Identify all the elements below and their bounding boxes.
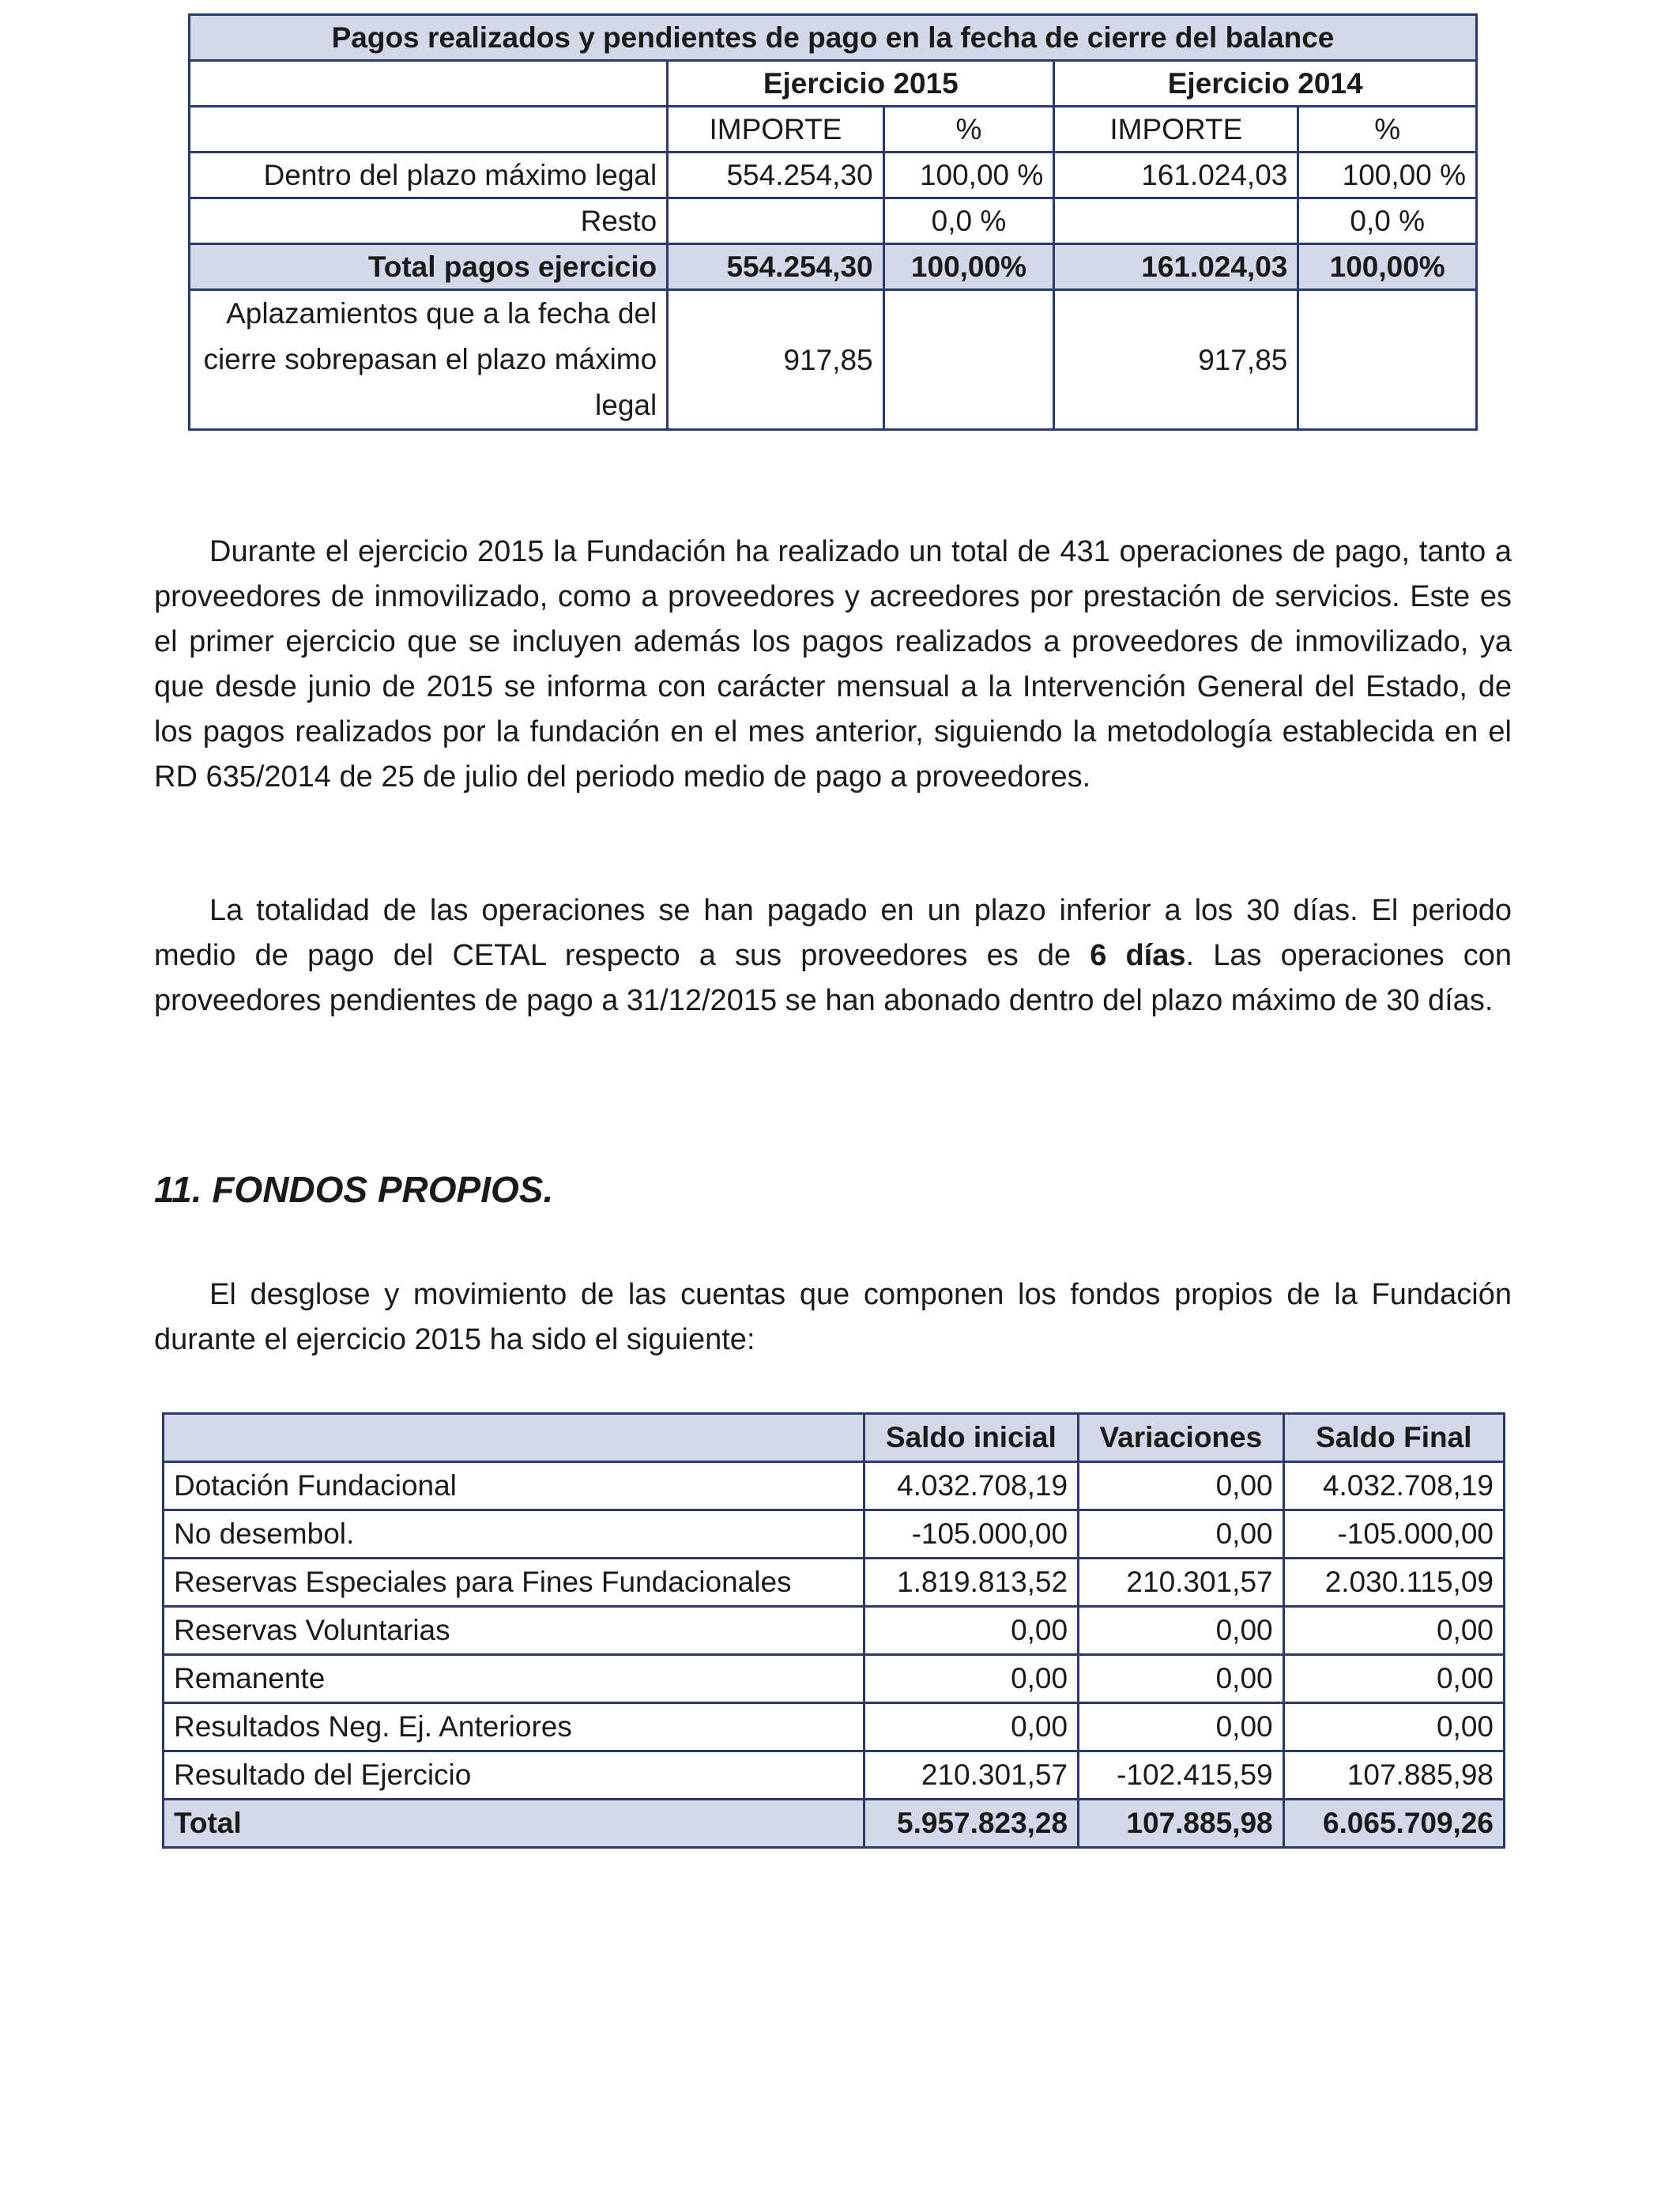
row-label: Resultados Neg. Ej. Anteriores xyxy=(164,1703,864,1751)
cell-value: 0,00 xyxy=(1283,1703,1504,1751)
cell-value: 5.957.823,28 xyxy=(864,1800,1078,1848)
table-row xyxy=(190,153,1477,198)
payments-title-row xyxy=(190,15,1477,61)
total-row xyxy=(190,244,1477,290)
equity-header-row xyxy=(164,1414,1505,1462)
subheader-percent: % xyxy=(883,107,1054,153)
payments-table xyxy=(188,13,1478,431)
cell-value: -105.000,00 xyxy=(864,1510,1078,1559)
cell-value: 0,00 xyxy=(1283,1607,1504,1655)
cell-value: 554.254,30 xyxy=(668,153,883,198)
table-row xyxy=(190,290,1477,430)
cell-value: 0,00 xyxy=(1079,1607,1284,1655)
row-label: No desembol. xyxy=(164,1510,864,1559)
cell-value: 0,00 xyxy=(864,1655,1078,1703)
row-label: Reservas Especiales para Fines Fundacionales xyxy=(164,1559,864,1607)
row-label: Aplazamientos que a la fecha del cierre sobrepasan el plazo máximo legal xyxy=(190,290,668,430)
cell-value: 161.024,03 xyxy=(1054,153,1298,198)
paragraph-text: . Las operaciones con proveedores pendientes de pago a 31/12/2015 se han abonado dentro del plazo máximo de 30 días. xyxy=(154,939,1512,1017)
table-row xyxy=(164,1510,1505,1559)
cell-value: 161.024,03 xyxy=(1054,244,1298,290)
cell-value: 2.030.115,09 xyxy=(1283,1559,1504,1607)
table-row xyxy=(164,1655,1505,1703)
cell-value: 210.301,57 xyxy=(1079,1559,1284,1607)
row-label: Dentro del plazo máximo legal xyxy=(190,153,668,198)
cell-value: 0,00 xyxy=(1079,1510,1284,1559)
cell-value: 210.301,57 xyxy=(864,1751,1078,1800)
cell-value: 100,00 % xyxy=(883,153,1054,198)
body-paragraph xyxy=(154,888,1512,1023)
year-header-2015: Ejercicio 2015 xyxy=(668,61,1054,107)
body-paragraph: El desglose y movimiento de las cuentas que componen los fondos propios de la Fundación durante el ejercicio 2015 ha sido el siguiente: xyxy=(154,1278,1512,1356)
cell-value: 100,00% xyxy=(1298,244,1477,290)
cell-value: 107.885,98 xyxy=(1079,1800,1284,1848)
cell-value xyxy=(1054,198,1298,244)
highlighted-text: 6 días xyxy=(1090,939,1186,972)
cell-value: 100,00 % xyxy=(1298,153,1477,198)
paragraph-text: La totalidad de las operaciones se han pagado en un plazo inferior a los 30 días. El periodo medio de pago del CETAL respecto a sus proveedores es de xyxy=(154,894,1512,972)
equity-table xyxy=(162,1412,1505,1849)
section-heading: 11. FONDOS PROPIOS. xyxy=(154,1169,554,1210)
year-header-2014: Ejercicio 2014 xyxy=(1054,61,1477,107)
cell-value: 0,00 xyxy=(1079,1462,1284,1510)
cell-value: 0,00 xyxy=(1079,1703,1284,1751)
empty-cell xyxy=(190,61,668,107)
table-row xyxy=(190,198,1477,244)
cell-value: 6.065.709,26 xyxy=(1283,1800,1504,1848)
payments-subheader-row xyxy=(190,107,1477,153)
empty-cell xyxy=(190,107,668,153)
cell-value: 0,00 xyxy=(1079,1655,1284,1703)
table-row xyxy=(164,1751,1505,1800)
total-row xyxy=(164,1800,1505,1848)
subheader-importe: IMPORTE xyxy=(1054,107,1298,153)
cell-value: 107.885,98 xyxy=(1283,1751,1504,1800)
cell-value: 0,00 xyxy=(864,1607,1078,1655)
subheader-importe: IMPORTE xyxy=(668,107,883,153)
cell-value: 4.032.708,19 xyxy=(864,1462,1078,1510)
cell-value xyxy=(883,290,1054,430)
cell-value: -105.000,00 xyxy=(1283,1510,1504,1559)
table-row xyxy=(164,1462,1505,1510)
payments-table-title: Pagos realizados y pendientes de pago en la fecha de cierre del balance xyxy=(190,15,1477,61)
row-label: Dotación Fundacional xyxy=(164,1462,864,1510)
row-label: Remanente xyxy=(164,1655,864,1703)
row-label: Total xyxy=(164,1800,864,1848)
row-label: Reservas Voluntarias xyxy=(164,1607,864,1655)
cell-value: 917,85 xyxy=(1054,290,1298,430)
row-label: Total pagos ejercicio xyxy=(190,244,668,290)
table-row xyxy=(164,1703,1505,1751)
payments-year-row xyxy=(190,61,1477,107)
cell-value: 1.819.813,52 xyxy=(864,1559,1078,1607)
subheader-percent: % xyxy=(1298,107,1477,153)
cell-value: -102.415,59 xyxy=(1079,1751,1284,1800)
cell-value: 0,0 % xyxy=(1298,198,1477,244)
row-label: Resultado del Ejercicio xyxy=(164,1751,864,1800)
column-header: Variaciones xyxy=(1079,1414,1284,1462)
column-header: Saldo inicial xyxy=(864,1414,1078,1462)
cell-value xyxy=(1298,290,1477,430)
cell-value: 4.032.708,19 xyxy=(1283,1462,1504,1510)
body-paragraph: Durante el ejercicio 2015 la Fundación ha realizado un total de 431 operaciones de pago, tanto a proveedores de inmovilizado, como a proveedores y acreedores por prestación de servicios. Este es el primer ejercicio que se incluyen además los pagos realizados a proveedores de inmovilizado, ya que desde junio de 2015 se informa con carácter mensual a la Intervención General del Estado, de los pagos realizados por la fundación en el mes anterior, siguiendo la metodología establecida en el RD 635/2014 de 25 de julio del periodo medio de pago a proveedores. xyxy=(154,535,1512,794)
table-row xyxy=(164,1559,1505,1607)
cell-value: 100,00% xyxy=(883,244,1054,290)
row-label: Resto xyxy=(190,198,668,244)
column-header: Saldo Final xyxy=(1283,1414,1504,1462)
cell-value xyxy=(668,198,883,244)
cell-value: 917,85 xyxy=(668,290,883,430)
cell-value: 554.254,30 xyxy=(668,244,883,290)
cell-value: 0,00 xyxy=(1283,1655,1504,1703)
cell-value: 0,00 xyxy=(864,1703,1078,1751)
empty-cell xyxy=(164,1414,864,1462)
table-row xyxy=(164,1607,1505,1655)
cell-value: 0,0 % xyxy=(883,198,1054,244)
